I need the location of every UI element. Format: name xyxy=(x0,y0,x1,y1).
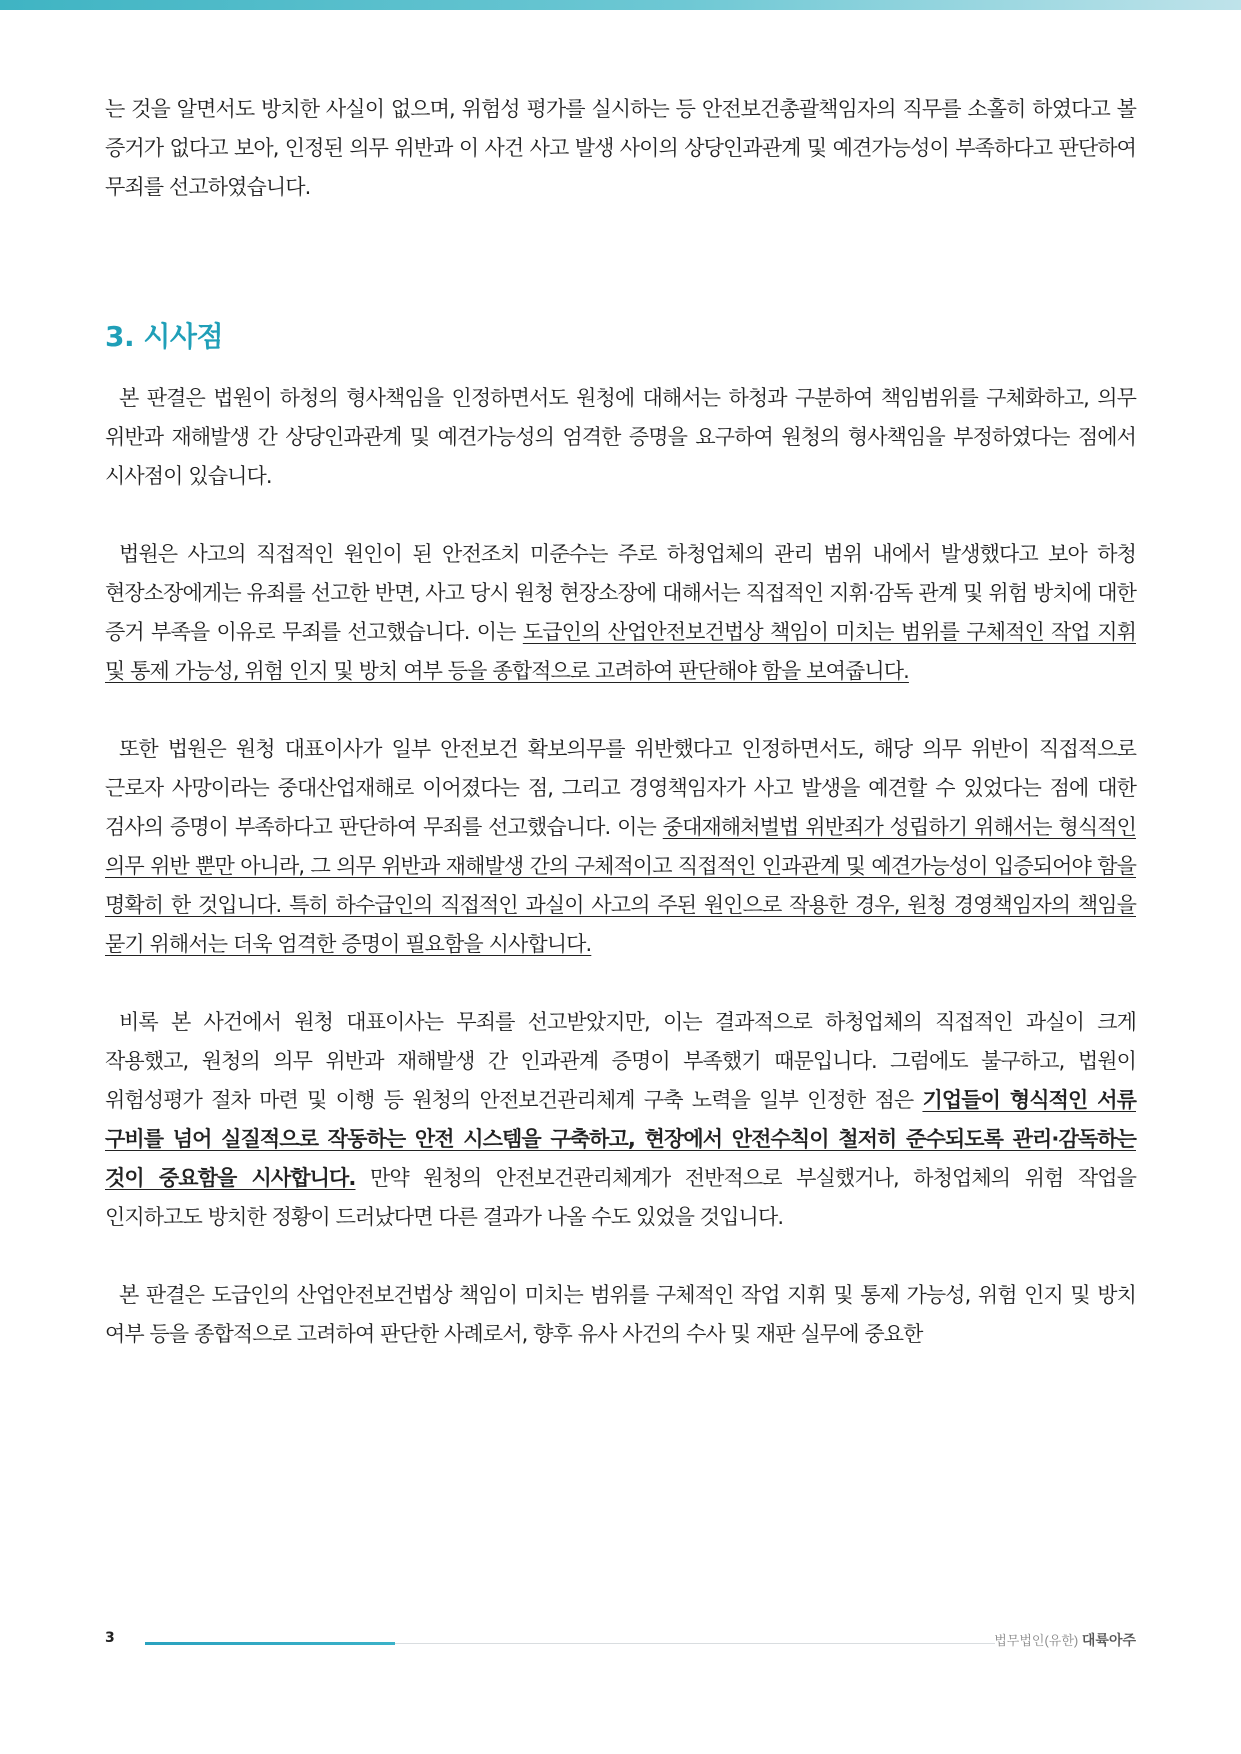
firm-brand xyxy=(994,1630,1136,1650)
paragraph-2-emphasis: 도급인의 산업안전보건법상 책임이 미치는 범위를 구체적인 작업 지휘 및 통제 가능성, 위험 인지 및 방치 여부 등을 종합적으로 고려하여 판단해야 함을 보여줍니다. xyxy=(105,620,1136,683)
paragraph-5: 본 판결은 도급인의 산업안전보건법상 책임이 미치는 범위를 구체적인 작업 지휘 및 통제 가능성, 위험 인지 및 방치 여부 등을 종합적으로 고려하여 판단한 사례로서, 향후 유사 사건의 수사 및 재판 실무에 중요한 xyxy=(105,1283,1136,1346)
section-title: 3. 시사점 xyxy=(105,320,224,353)
page-number: 3 xyxy=(105,1630,115,1646)
firm-brand-name: 대륙아주 xyxy=(1081,1632,1136,1648)
paragraph-1: 본 판결은 법원이 하청의 형사책임을 인정하면서도 원청에 대해서는 하청과 구분하여 책임범위를 구체화하고, 의무 위반과 재해발생 간 상당인과관계 및 예견가능성의 엄격한 증명을 요구하여 원청의 형사책임을 부정하였다는 점에서 시사점이 있습니다. xyxy=(105,386,1136,488)
paragraph-3-text: 또한 법원은 원청 대표이사가 일부 안전보건 확보의무를 위반했다고 인정하면서도, 해당 의무 위반이 직접적으로 근로자 사망이라는 중대산업재해로 이어졌다는 점, 그리고 경영책임자가 사고 발생을 예견할 수 있었다는 점에 대한 검사의 증명이 부족하다고 판단하여 무죄를 선고했습니다. 이는 xyxy=(105,737,1136,839)
paragraph-3-emphasis: 중대재해처벌법 위반죄가 성립하기 위해서는 형식적인 의무 위반 뿐만 아니라, 그 의무 위반과 재해발생 간의 구체적이고 직접적인 인과관계 및 예견가능성이 입증되어야 함을 명확히 한 것입니다. 특히 하수급인의 직접적인 과실이 사고의 주된 원인으로 작용한 경우, 원청 경영책임자의 책임을 묻기 위해서는 더욱 엄격한 증명이 필요함을 시사합니다. xyxy=(105,815,1136,956)
paragraph-4-tail: 만약 원청의 안전보건관리체계가 전반적으로 부실했거나, 하청업체의 위험 작업을 인지하고도 방치한 정황이 드러났다면 다른 결과가 나올 수도 있었을 것입니다. xyxy=(105,1166,1136,1229)
footer-accent-line xyxy=(145,1642,395,1645)
paragraph-4 xyxy=(105,1003,1136,1237)
paragraph-2-text: 법원은 사고의 직접적인 원인이 된 안전조치 미준수는 주로 하청업체의 관리 범위 내에서 발생했다고 보아 하청 현장소장에게는 유죄를 선고한 반면, 사고 당시 원청 현장소장에 대해서는 직접적인 지휘·감독 관계 및 위험 방치에 대한 증거 부족을 이유로 무죄를 선고했습니다. 이는 xyxy=(105,542,1136,644)
paragraph-continued: 는 것을 알면서도 방치한 사실이 없으며, 위험성 평가를 실시하는 등 안전보건총괄책임자의 직무를 소홀히 하였다고 볼 증거가 없다고 보아, 인정된 의무 위반과 이 사건 사고 발생 사이의 상당인과관계 및 예견가능성이 부족하다고 판단하여 무죄를 선고하였습니다. xyxy=(105,97,1136,199)
top-accent-bar xyxy=(0,0,1241,10)
paragraph-4-emphasis: 기업들이 형식적인 서류 구비를 넘어 실질적으로 작동하는 안전 시스템을 구축하고, 현장에서 안전수칙이 철저히 준수되도록 관리·감독하는 것이 중요함을 시사합니다. xyxy=(105,1088,1136,1190)
firm-brand-prefix: 법무법인(유한) xyxy=(994,1633,1079,1648)
document-body xyxy=(105,90,1136,1354)
paragraph-2 xyxy=(105,535,1136,691)
page-footer xyxy=(105,1628,1136,1658)
paragraph-4-text: 비록 본 사건에서 원청 대표이사는 무죄를 선고받았지만, 이는 결과적으로 하청업체의 직접적인 과실이 크게 작용했고, 원청의 의무 위반과 재해발생 간 인과관계 증명이 부족했기 때문입니다. 그럼에도 불구하고, 법원이 위험성평가 절차 마련 및 이행 등 원청의 안전보건관리체계 구축 노력을 일부 인정한 점은 xyxy=(105,1010,1136,1112)
footer-divider-line xyxy=(395,1643,995,1644)
paragraph-3 xyxy=(105,730,1136,964)
